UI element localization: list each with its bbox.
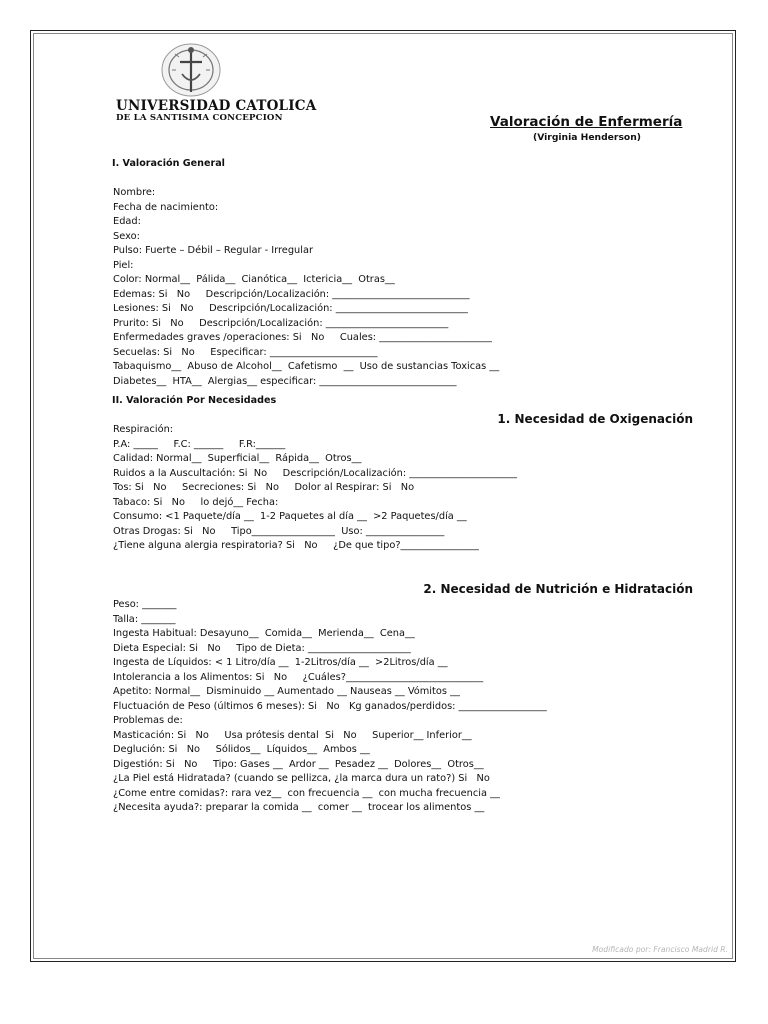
form-line: Ruidos a la Auscultación: Si No Descripción/Localización: ______________________ bbox=[113, 467, 518, 479]
form-line: Tos: Si No Secreciones: Si No Dolor al Respirar: Si No bbox=[113, 482, 415, 493]
form-line: Masticación: Si No Usa prótesis dental Si No Superior__ Inferior__ bbox=[113, 729, 472, 741]
form-line: Diabetes__ HTA__ Alergias__ especificar: ____________________________ bbox=[113, 375, 457, 387]
form-line: ¿Tiene alguna alergia respiratoria? Si No ¿De que tipo?________________ bbox=[113, 540, 479, 551]
form-line: Dieta Especial: Si No Tipo de Dieta: _____________________ bbox=[113, 642, 411, 654]
form-line: Tabaco: Si No lo dejó__ Fecha: bbox=[113, 496, 279, 508]
form-line: P.A: _____ F.C: ______ F.R:______ bbox=[113, 438, 286, 450]
form-line: Sexo: bbox=[113, 230, 140, 242]
form-line: Ingesta de Líquidos: < 1 Litro/día __ 1-2Litros/día __ >2Litros/día __ bbox=[113, 657, 448, 668]
form-line: Pulso: Fuerte – Débil – Regular - Irregular bbox=[113, 245, 314, 256]
form-line: Talla: _______ bbox=[113, 613, 176, 625]
form-line: Edemas: Si No Descripción/Localización: ____________________________ bbox=[113, 288, 470, 300]
form-line: Calidad: Normal__ Superficial__ Rápida__ Otros__ bbox=[113, 453, 362, 464]
form-line: Apetito: Normal__ Disminuido __ Aumentado __ Nauseas __ Vómitos __ bbox=[113, 686, 460, 697]
form-line: Peso: _______ bbox=[113, 599, 177, 610]
form-line: Deglución: Si No Sólidos__ Líquidos__ Ambos __ bbox=[113, 744, 370, 755]
university-name: UNIVERSIDAD CATOLICA bbox=[116, 98, 317, 114]
form-line: Intolerancia a los Alimentos: Si No ¿Cuáles?____________________________ bbox=[113, 671, 484, 683]
general-assessment-fields bbox=[113, 186, 499, 389]
form-line: Digestión: Si No Tipo: Gases __ Ardor __ Pesadez __ Dolores__ Otros__ bbox=[113, 758, 484, 770]
form-line: ¿Necesita ayuda?: preparar la comida __ comer __ trocear los alimentos __ bbox=[113, 802, 485, 813]
form-line: ¿La Piel está Hidratada? (cuando se pellizca, ¿la marca dura un rato?) Si No bbox=[113, 773, 490, 784]
document-subtitle: (Virginia Henderson) bbox=[533, 132, 641, 143]
form-line: Fecha de nacimiento: bbox=[113, 201, 219, 213]
document-title: Valoración de Enfermería bbox=[490, 114, 683, 130]
modified-by-credit: Modificado por: Francisco Madrid R. bbox=[592, 945, 728, 954]
section-heading-general: I. Valoración General bbox=[112, 158, 225, 169]
form-line: Tabaquismo__ Abuso de Alcohol__ Cafetismo __ Uso de sustancias Toxicas __ bbox=[113, 361, 500, 372]
form-line: Edad: bbox=[113, 216, 141, 227]
need-oxygenation-title: 1. Necesidad de Oxigenación bbox=[497, 412, 693, 426]
form-line: Nombre: bbox=[113, 187, 156, 198]
university-subname: DE LA SANTISIMA CONCEPCION bbox=[116, 113, 283, 123]
nutrition-fields bbox=[113, 598, 547, 816]
form-line: Enfermedades graves /operaciones: Si No Cuales: _______________________ bbox=[113, 332, 492, 343]
form-line: Prurito: Si No Descripción/Localización: _________________________ bbox=[113, 317, 449, 329]
university-seal-logo bbox=[160, 42, 222, 98]
form-line: Ingesta Habitual: Desayuno__ Comida__ Merienda__ Cena__ bbox=[113, 628, 415, 639]
section-heading-needs: II. Valoración Por Necesidades bbox=[112, 395, 277, 406]
form-line: Consumo: <1 Paquete/día __ 1-2 Paquetes al día __ >2 Paquetes/día __ bbox=[113, 511, 467, 522]
form-line: Piel: bbox=[113, 259, 134, 271]
form-line: Lesiones: Si No Descripción/Localización: ___________________________ bbox=[113, 303, 468, 314]
form-line: Otras Drogas: Si No Tipo_________________ Uso: ________________ bbox=[113, 525, 445, 537]
need-nutrition-title: 2. Necesidad de Nutrición e Hidratación bbox=[423, 582, 693, 596]
form-line: ¿Come entre comidas?: rara vez__ con frecuencia __ con mucha frecuencia __ bbox=[113, 787, 500, 799]
form-line: Color: Normal__ Pálida__ Cianótica__ Ictericia__ Otras__ bbox=[113, 274, 395, 285]
form-line: Secuelas: Si No Especificar: ______________________ bbox=[113, 346, 378, 358]
form-line: Problemas de: bbox=[113, 715, 183, 726]
form-line: Fluctuación de Peso (últimos 6 meses): Si No Kg ganados/perdidos: __________________ bbox=[113, 700, 547, 712]
oxygenation-fields bbox=[113, 423, 517, 554]
form-line: Respiración: bbox=[113, 424, 174, 435]
